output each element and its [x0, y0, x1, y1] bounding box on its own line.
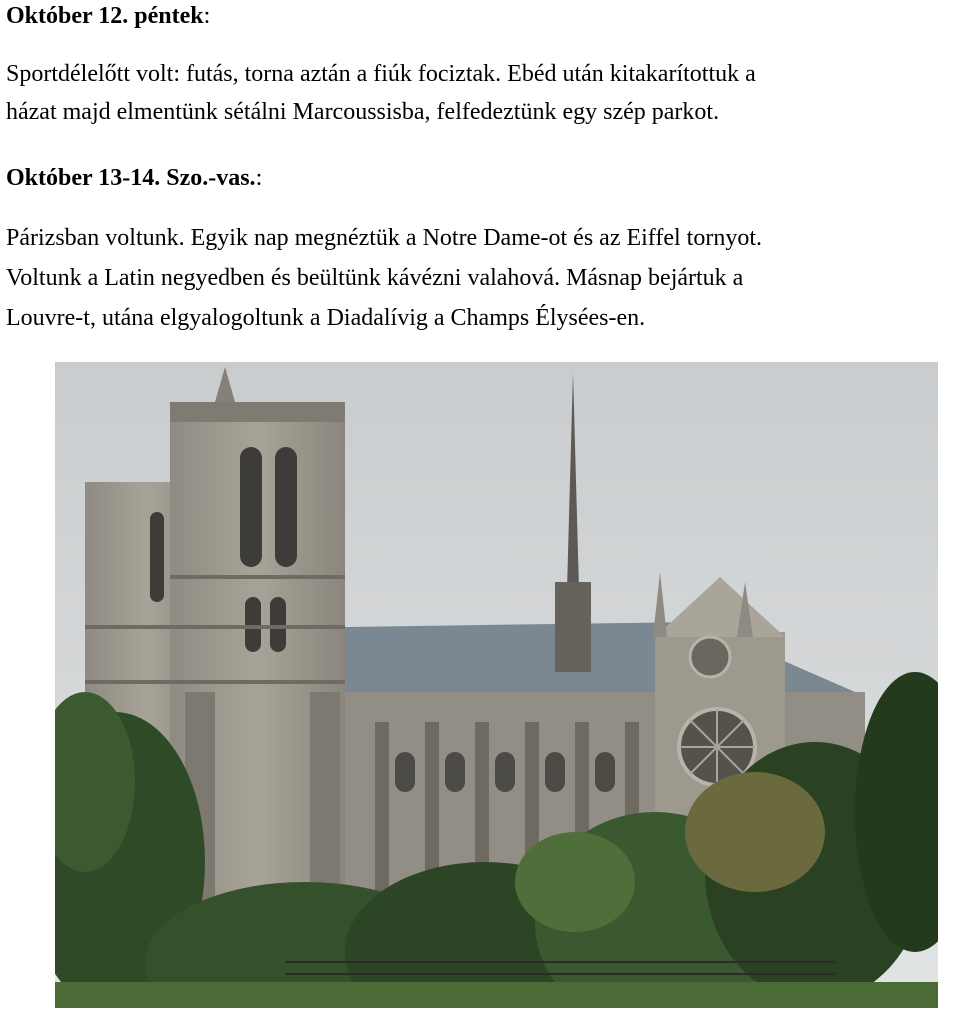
entry-2-text-line-2: Voltunk a Latin negyedben és beültünk kávézni valahová. Másnap bejártuk a: [6, 265, 744, 291]
entry-1-date: Október 12. péntek: [6, 3, 204, 29]
ground: [55, 982, 938, 1008]
entry-2-text-line-3: Louvre-t, utána elgyalogoltunk a Diadalívig a Champs Élysées-en.: [6, 305, 646, 331]
entry-1-text-line-2: házat majd elmentünk sétálni Marcoussisba, felfedeztünk egy szép parkot.: [6, 99, 720, 125]
entry-1-date-heading: [6, 2, 210, 30]
spire-base: [555, 582, 591, 672]
entry-2-text-line-1: Párizsban voltunk. Egyik nap megnéztük a Notre Dame-ot és az Eiffel tornyot.: [6, 225, 762, 251]
entry-2-date-colon: :: [255, 165, 263, 191]
entry-2-date-heading: [6, 164, 262, 192]
cathedral-illustration: [55, 362, 938, 1008]
entry-1-text-line-1: Sportdélelőtt volt: futás, torna aztán a fiúk fociztak. Ebéd után kitakarítottuk a: [6, 61, 756, 87]
cathedral-photo: [55, 362, 938, 1008]
entry-2-date: Október 13-14. Szo.-vas.: [6, 165, 256, 191]
tower-gallery: [170, 402, 345, 422]
entry-1-date-colon: :: [203, 3, 211, 29]
small-rose-window: [690, 637, 730, 677]
